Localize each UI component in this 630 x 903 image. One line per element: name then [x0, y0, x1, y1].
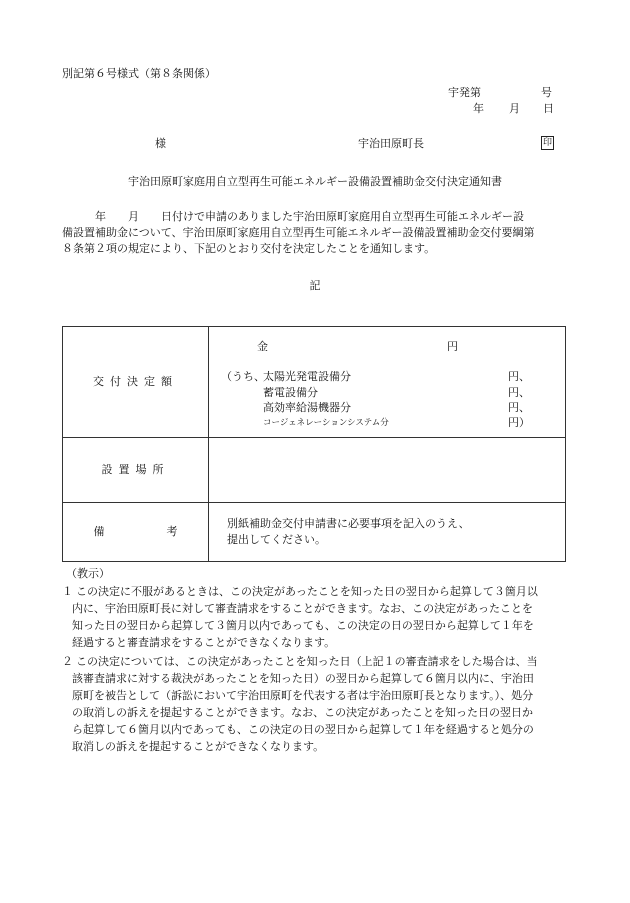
remarks-label-1: 備 — [93, 525, 105, 539]
breakdown-item-unit: 円） — [508, 416, 530, 429]
breakdown-item-name: 太陽光発電設備分 — [263, 370, 351, 383]
document-number — [448, 85, 552, 101]
note-number: １ — [62, 585, 73, 598]
remarks-label — [63, 503, 209, 562]
breakdown-item-name: コージェネレーションシステム分 — [263, 418, 389, 428]
body-line: ８条第２項の規定により、下記のとおり交付を決定したことを通知します。 — [62, 241, 436, 255]
breakdown-item-unit: 円、 — [508, 386, 530, 399]
body-line: 年 月 日付けで申請のありました宇治田原町家庭用自立型再生可能エネルギー設 — [62, 210, 524, 223]
note-line: 経過すると審査請求をすることができなくなります。 — [72, 636, 336, 649]
date-year: 年 — [473, 102, 484, 115]
remarks-label-2: 考 — [166, 525, 178, 539]
remarks-cell — [209, 503, 566, 562]
note-line: 取消しの訴えを提起することができなくなります。 — [72, 740, 325, 753]
note-line: 原町を被告として（訴訟において宇治田原町を代表する者は宇治田原町長となります。）、処分 — [72, 689, 534, 702]
remarks-line: 別紙補助金交付申請書に必要事項を記入のうえ、 — [227, 517, 470, 530]
note-line: の取消しの訴えを提起することができます。なお、この決定があったことを知った日の翌日か — [72, 706, 534, 719]
seal-mark: 印 — [542, 138, 552, 148]
document-number-prefix: 宇発第 — [448, 86, 481, 99]
body-line: 備設置補助金について、宇治田原町家庭用自立型再生可能エネルギー設備設置補助金交付要綱第 — [62, 225, 535, 239]
note-line: この決定に不服があるときは、この決定があったことを知った日の翌日から起算して３箇月以 — [76, 585, 538, 598]
form-id: 別記第６号様式（第８条関係） — [62, 67, 216, 80]
date-day: 日 — [543, 102, 554, 115]
addressee: 様 — [155, 137, 166, 150]
date-month: 月 — [509, 102, 520, 115]
note-line: 該審査請求に対する裁決があったことを知った日）の翌日から起算して６箇月以内に、宇治田 — [72, 672, 534, 685]
breakdown-prefix: （うち、 — [221, 370, 265, 383]
ki-heading: 記 — [309, 279, 321, 292]
note-line: 内に、宇治田原町長に対して審査請求をすることができます。なお、この決定があったことを — [72, 602, 534, 615]
document-title: 宇治田原町家庭用自立型再生可能エネルギー設備設置補助金交付決定通知書 — [128, 175, 502, 188]
issuer-name: 宇治田原町長 — [358, 137, 424, 150]
amount-prefix: 金 — [257, 340, 268, 353]
note-number: ２ — [62, 655, 73, 668]
remarks-line: 提出してください。 — [227, 533, 326, 546]
table-row — [63, 327, 566, 438]
body-paragraph — [62, 209, 577, 257]
grant-table — [62, 326, 566, 562]
amount-cell — [209, 327, 566, 438]
breakdown-item-unit: 円、 — [508, 401, 530, 414]
note-line: この決定については、この決定があったことを知った日（上記１の審査請求をした場合は、当 — [76, 655, 538, 668]
table-row — [63, 438, 566, 503]
notes-heading: （教示） — [66, 567, 110, 580]
document-number-suffix: 号 — [541, 86, 552, 99]
location-label: 設置場所 — [63, 438, 209, 503]
table-row — [63, 503, 566, 562]
amount-unit: 円 — [447, 340, 458, 353]
breakdown-item-unit: 円、 — [508, 370, 530, 383]
note-line: ら起算して６箇月以内であっても、この決定の日の翌日から起算して１年を経過すると処分の — [72, 723, 534, 736]
breakdown-item-name: 蓄電設備分 — [263, 386, 318, 399]
amount-label: 交付決定額 — [63, 327, 209, 438]
location-cell — [209, 438, 566, 503]
breakdown-item-name: 高効率給湯機器分 — [263, 401, 351, 414]
note-line: 知った日の翌日から起算して３箇月以内であっても、この決定の日の翌日から起算して１年を — [72, 619, 534, 632]
